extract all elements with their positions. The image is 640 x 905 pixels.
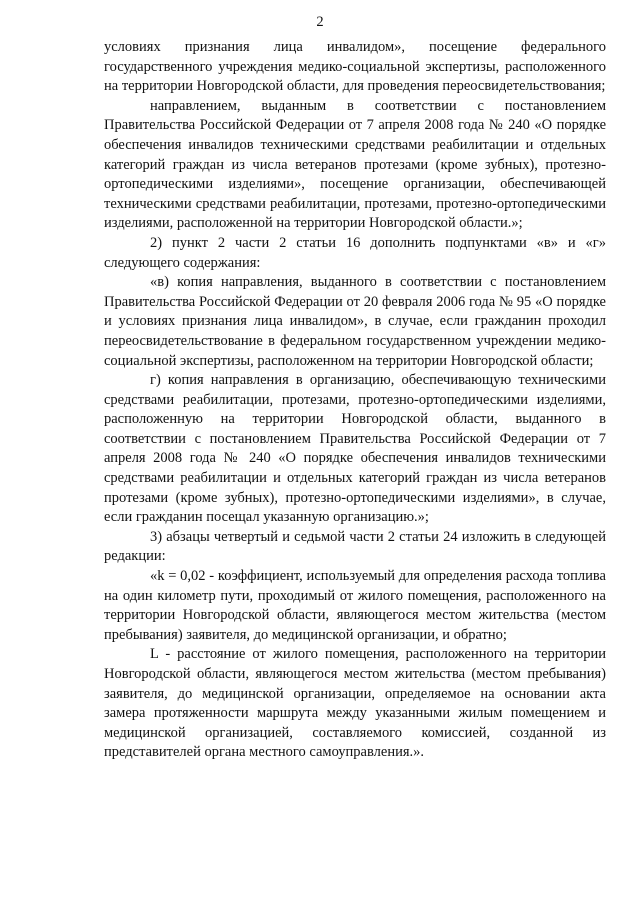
paragraph-continuation: условиях признания лица инвалидом», посещение федерального государственного учреждения медико-социальной экспертизы, расположенного на территории Новгородской области, для проведения переосвидетельствования; (104, 39, 606, 95)
document-body (104, 38, 606, 763)
paragraph-coefficient-k: «k = 0,02 - коэффициент, используемый для определения расхода топлива на один километр пути, проходимый от жилого помещения, расположенного на территории Новгородской области, являющегося местом жительства (местом пребывания) заявителя, до медицинской организации, и обратно; (104, 568, 606, 643)
page-number: 2 (316, 14, 324, 30)
paragraph-distance-l: L - расстояние от жилого помещения, расположенного на территории Новгородской области, являющегося местом жительства (местом пребывания) заявителя, до медицинской организации, определяемое на основании акта замера протяженности маршрута между указанными жилым помещением и медицинской организацией, составляемого комиссией, созданной из представителей органа местного самоуправления.». (104, 646, 606, 761)
paragraph-subitem-g: г) копия направления в организацию, обеспечивающую техническими средствами реабилитации, протезами, протезно-ортопедическими изделиями, расположенную на территории Новгородской области, выданного в соответствии с постановлением Правительства Российской Федерации от 7 апреля 2008 года № 240 «О порядке обеспечения инвалидов техническими средствами реабилитации и отдельных категорий граждан из числа ветеранов протезами (кроме зубных), протезно-ортопедическими изделиями», в случае, если гражданин посещал указанную организацию.»; (104, 372, 606, 526)
paragraph-item-2: 2) пункт 2 части 2 статьи 16 дополнить подпунктами «в» и «г» следующего содержания: (104, 234, 606, 271)
paragraph-direction-240: направлением, выданным в соответствии с постановлением Правительства Российской Федерации от 7 апреля 2008 года № 240 «О порядке обеспечения инвалидов техническими средствами реабилитации и отдельных категорий граждан из числа ветеранов протезами (кроме зубных), протезно-ортопедическими изделиями», посещение организации, обеспечивающей техническими средствами реабилитации, протезами, протезно-ортопедическими изделиями, расположенной на территории Новгородской области.»; (104, 97, 606, 232)
paragraph-subitem-v: «в) копия направления, выданного в соответствии с постановлением Правительства Российской Федерации от 20 февраля 2006 года № 95 «О порядке и условиях признания лица инвалидом», в случае, если гражданин проходил переосвидетельствование в федеральном государственном учреждении медико-социальной экспертизы, расположенном на территории Новгородской области; (104, 274, 606, 369)
paragraph-item-3: 3) абзацы четвертый и седьмой части 2 статьи 24 изложить в следующей редакции: (104, 528, 606, 565)
